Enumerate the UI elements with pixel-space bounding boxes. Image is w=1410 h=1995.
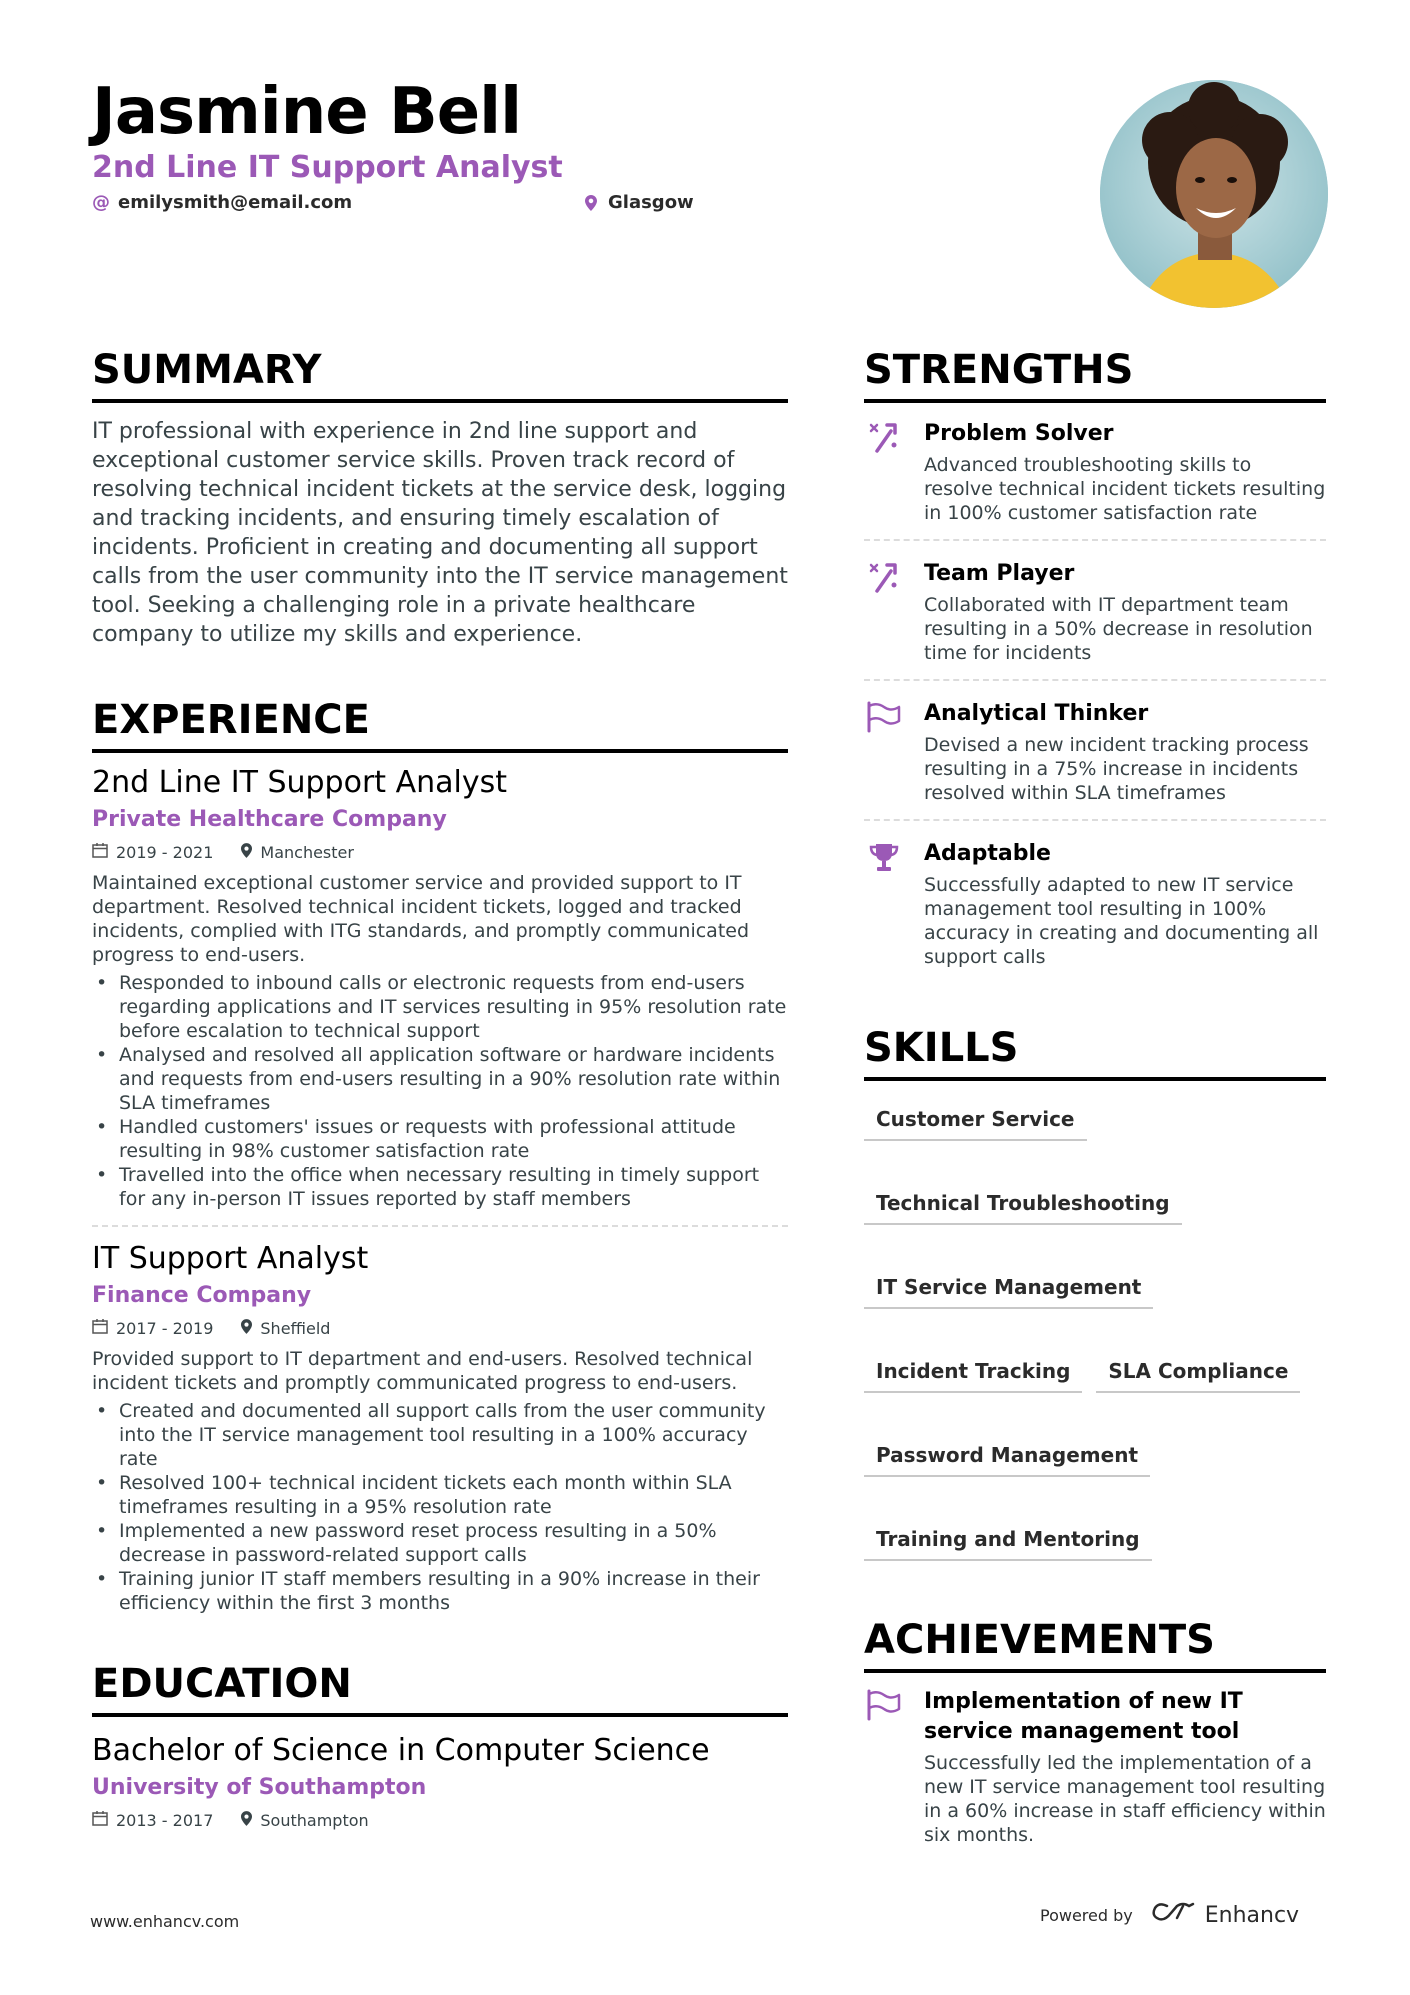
powered-by-text: Powered by <box>1040 1905 1133 1925</box>
location-pin-icon <box>582 195 600 211</box>
achievements-heading: ACHIEVEMENTS <box>864 1615 1326 1673</box>
skills-heading: SKILLS <box>864 1023 1326 1081</box>
strength-item <box>864 403 1326 539</box>
magic-wand-icon <box>864 419 904 525</box>
skills-list <box>864 1105 1326 1561</box>
job-description: Provided support to IT department and end-users. Resolved technical incident tickets and promptly communicated progress to end-users. <box>92 1348 753 1394</box>
education-heading: EDUCATION <box>92 1659 788 1717</box>
education-location: Southampton <box>260 1811 369 1830</box>
job-bullets <box>92 971 788 1211</box>
footer-brand[interactable] <box>1040 1900 1299 1930</box>
skill-tag: Customer Service <box>864 1105 1087 1141</box>
candidate-title: 2nd Line IT Support Analyst <box>92 150 563 185</box>
list-item: • Training junior IT staff members resulting in a 90% increase in their efficiency within the first 3 months <box>92 1567 788 1615</box>
experience-entry <box>92 1239 788 1615</box>
job-meta <box>92 841 788 865</box>
strength-item <box>864 541 1326 679</box>
job-description: Maintained exceptional customer service and provided support to IT department. Resolved technical incident tickets, logged and tracked incidents, complied with ITG standards, and promptly communicated progress to end-users. <box>92 872 750 966</box>
strength-title: Team Player <box>924 561 1075 586</box>
education-meta <box>92 1809 788 1833</box>
job-company: Private Healthcare Company <box>92 807 447 832</box>
job-dates: 2019 - 2021 <box>116 843 214 862</box>
flag-icon <box>864 1687 904 1847</box>
divider <box>92 1225 788 1227</box>
job-role: 2nd Line IT Support Analyst <box>92 765 507 800</box>
strength-item <box>864 681 1326 819</box>
strength-item <box>864 821 1326 983</box>
job-bullets <box>92 1399 788 1615</box>
brand-name: Enhancv <box>1204 1902 1300 1928</box>
calendar-icon <box>92 1809 108 1833</box>
strengths-heading: STRENGTHS <box>864 345 1326 403</box>
achievement-title: Implementation of new IT service management tool <box>924 1689 1243 1744</box>
achievement-item <box>864 1673 1326 1861</box>
list-item: • Implemented a new password reset process resulting in a 50% decrease in password-related support calls <box>92 1519 788 1567</box>
email-text: emilysmith@email.com <box>118 192 353 213</box>
experience-entry <box>92 763 788 1211</box>
flag-icon <box>864 699 904 805</box>
list-item: • Created and documented all support calls from the user community into the IT service management tool resulting in a 100% accuracy rate <box>92 1399 788 1471</box>
strength-title: Adaptable <box>924 841 1051 866</box>
location-pin-icon <box>241 841 252 865</box>
job-company: Finance Company <box>92 1283 312 1308</box>
strength-desc: Collaborated with IT department team resulting in a 50% decrease in resolution time for incidents <box>924 594 1313 664</box>
list-item: • Analysed and resolved all application software or hardware incidents and requests from end-users resulting in a 90% resolution rate within SLA timeframes <box>92 1043 788 1115</box>
at-icon: @ <box>92 192 110 213</box>
strength-desc: Devised a new incident tracking process resulting in a 75% increase in incidents resolved within SLA timeframes <box>924 734 1309 804</box>
job-meta <box>92 1317 788 1341</box>
right-column <box>864 345 1326 1861</box>
location-pin-icon <box>241 1317 252 1341</box>
school: University of Southampton <box>92 1775 427 1800</box>
education-dates: 2013 - 2017 <box>116 1811 214 1830</box>
calendar-icon <box>92 841 108 865</box>
skill-tag: IT Service Management <box>864 1273 1153 1309</box>
strength-title: Problem Solver <box>924 421 1114 446</box>
skill-tag: Technical Troubleshooting <box>864 1189 1182 1225</box>
skill-tag: Incident Tracking <box>864 1357 1082 1393</box>
job-location: Manchester <box>260 843 354 862</box>
job-role: IT Support Analyst <box>92 1241 369 1276</box>
location-pin-icon <box>241 1809 252 1833</box>
skill-tag: Password Management <box>864 1441 1150 1477</box>
list-item: • Travelled into the office when necessary resulting in timely support for any in-person IT issues reported by staff members <box>92 1163 788 1211</box>
contact-email[interactable] <box>92 192 352 213</box>
enhancv-logo-icon <box>1149 1900 1197 1930</box>
summary-heading: SUMMARY <box>92 345 788 403</box>
skill-tag: SLA Compliance <box>1096 1357 1300 1393</box>
achievement-desc: Successfully led the implementation of a new IT service management tool resulting in a 60% increase in staff efficiency within six months. <box>924 1752 1326 1846</box>
profile-photo <box>1100 80 1328 308</box>
list-item: • Responded to inbound calls or electronic requests from end-users regarding applications and IT services resulting in 95% resolution rate before escalation to technical support <box>92 971 788 1043</box>
calendar-icon <box>92 1317 108 1341</box>
list-item: • Handled customers' issues or requests with professional attitude resulting in 98% customer satisfaction rate <box>92 1115 788 1163</box>
trophy-icon <box>864 839 904 969</box>
education-entry <box>92 1731 788 1833</box>
strength-desc: Advanced troubleshooting skills to resolve technical incident tickets resulting in 100% customer satisfaction rate <box>924 454 1326 524</box>
list-item: • Resolved 100+ technical incident tickets each month within SLA timeframes resulting in a 95% resolution rate <box>92 1471 788 1519</box>
footer-website[interactable]: www.enhancv.com <box>90 1912 240 1931</box>
degree: Bachelor of Science in Computer Science <box>92 1733 710 1768</box>
job-dates: 2017 - 2019 <box>116 1319 214 1338</box>
strength-desc: Successfully adapted to new IT service management tool resulting in 100% accuracy in creating and documenting all support calls <box>924 874 1319 968</box>
location-text: Glasgow <box>608 192 694 213</box>
job-location: Sheffield <box>260 1319 331 1338</box>
left-column <box>92 345 788 1833</box>
skill-tag: Training and Mentoring <box>864 1525 1152 1561</box>
magic-wand-icon <box>864 559 904 665</box>
summary-text: IT professional with experience in 2nd line support and exceptional customer service skills. Proven track record of resolving technical incident tickets at the service desk, logging and tracking incidents, and ensuring timely escalation of incidents. Proficient in creating and documenting all support calls from the user community into the IT service management tool. Seeking a challenging role in a private healthcare company to utilize my skills and experience. <box>92 419 788 647</box>
experience-heading: EXPERIENCE <box>92 695 788 753</box>
contact-location <box>582 192 694 213</box>
candidate-name: Jasmine Bell <box>92 75 522 149</box>
strength-title: Analytical Thinker <box>924 701 1149 726</box>
